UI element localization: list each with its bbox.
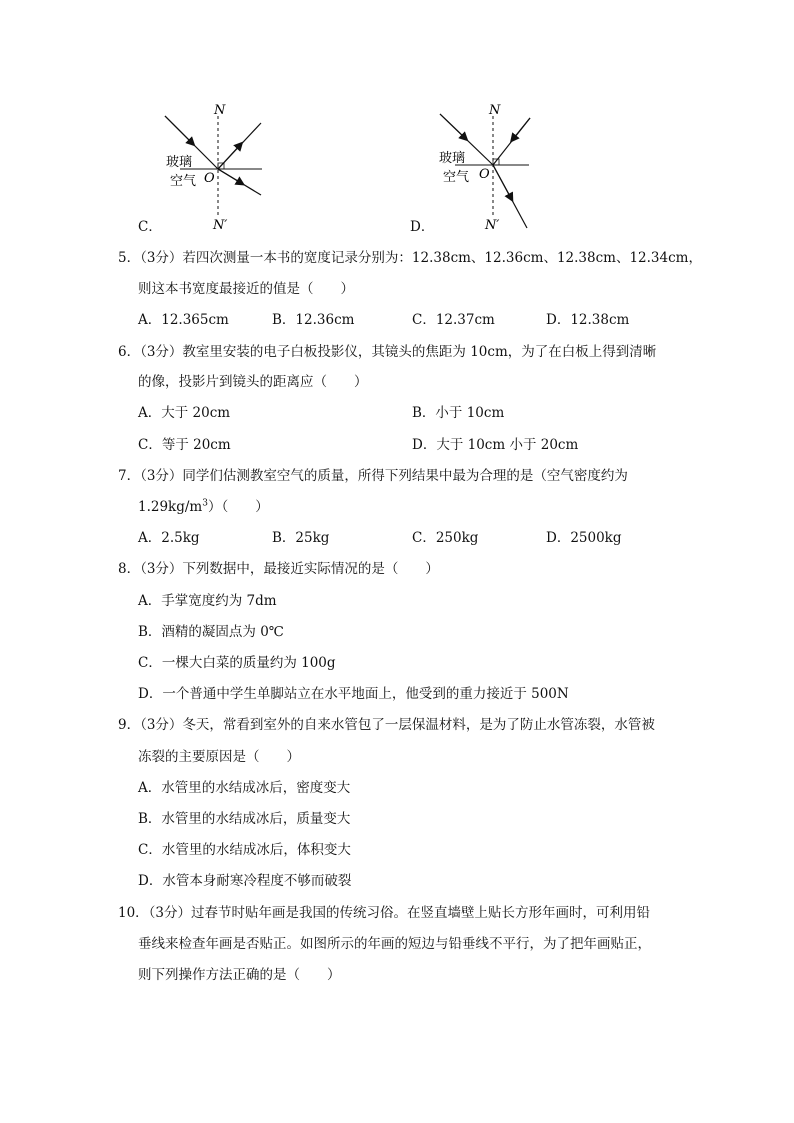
q9-option-b[interactable]: B．水管里的水结成冰后，质量变大	[138, 811, 351, 827]
medium-label-air: 空气	[443, 170, 470, 185]
q5-stem-line2: 则这本书宽度最接近的值是（ ）	[138, 281, 354, 297]
q6-option-a[interactable]: A．大于 20cm	[138, 405, 231, 421]
normal-label-n: N	[214, 103, 226, 118]
q7-density-value: 1.29kg/m	[138, 499, 203, 515]
q6-option-b[interactable]: B．小于 10cm	[412, 405, 505, 421]
figure-d	[415, 96, 555, 236]
q8-option-d[interactable]: D．一个普通中学生单脚站立在水平地面上，他受到的重力接近于 500N	[138, 686, 569, 702]
figure-d-label: D．	[410, 219, 435, 235]
q5-option-d[interactable]: D．12.38cm	[546, 312, 630, 328]
q8-option-a[interactable]: A．手掌宽度约为 7dm	[138, 593, 277, 609]
figure-c	[140, 96, 280, 236]
q6-option-c[interactable]: C．等于 20cm	[138, 437, 231, 453]
q9-stem-line1: 9．（3分）冬天，常看到室外的自来水管包了一层保温材料，是为了防止水管冻裂，水管被	[118, 717, 655, 733]
q9-stem-line2: 冻裂的主要原因是（ ）	[138, 749, 300, 765]
q5-option-b[interactable]: B．12.36cm	[272, 312, 355, 328]
q5-option-c[interactable]: C．12.37cm	[412, 312, 495, 328]
refraction-diagram-d	[415, 96, 555, 236]
q6-stem-line2: 的像，投影片到镜头的距离应（ ）	[138, 374, 368, 390]
q6-option-d[interactable]: D．大于 10cm 小于 20cm	[412, 437, 579, 453]
q7-density-exponent: 3	[202, 498, 208, 509]
q7-stem-tail: ）（ ）	[207, 499, 269, 515]
medium-label-glass: 玻璃	[439, 151, 466, 166]
origin-label: O	[479, 167, 490, 182]
q8-option-c[interactable]: C．一棵大白菜的质量约为 100g	[138, 655, 336, 671]
q7-stem-line2	[138, 497, 269, 517]
q7-option-c[interactable]: C．250kg	[412, 530, 479, 546]
q10-stem-line1: 10．（3分）过春节时贴年画是我国的传统习俗。在竖直墙壁上贴长方形年画时，可利用铅	[118, 905, 651, 921]
q7-option-b[interactable]: B．25kg	[272, 530, 330, 546]
figure-c-label: C．	[138, 219, 162, 235]
q6-stem-line1: 6．（3分）教室里安装的电子白板投影仪，其镜头的焦距为 10cm，为了在白板上得到清晰	[118, 344, 657, 360]
q10-stem-line3: 则下列操作方法正确的是（ ）	[138, 967, 341, 983]
refraction-diagram-c	[140, 96, 280, 236]
q9-option-c[interactable]: C．水管里的水结成冰后，体积变大	[138, 842, 351, 858]
medium-label-air: 空气	[170, 174, 197, 189]
q9-option-a[interactable]: A．水管里的水结成冰后，密度变大	[138, 780, 351, 796]
q8-option-b[interactable]: B．酒精的凝固点为 0℃	[138, 624, 284, 640]
normal-label-n: N	[489, 103, 501, 118]
q9-option-d[interactable]: D．水管本身耐寒冷程度不够而破裂	[138, 873, 352, 889]
q7-stem-line1: 7．（3分）同学们估测教室空气的质量，所得下列结果中最为合理的是（空气密度约为	[118, 468, 628, 484]
medium-label-glass: 玻璃	[166, 155, 193, 170]
q5-stem-line1: 5．（3分）若四次测量一本书的宽度记录分别为：12.38cm、12.36cm、12.38cm、12.34cm，	[118, 250, 702, 266]
normal-label-n-prime: N′	[213, 218, 228, 233]
q5-option-a[interactable]: A．12.365cm	[138, 312, 229, 328]
q10-stem-line2: 垂线来检查年画是否贴正。如图所示的年画的短边与铅垂线不平行，为了把年画贴正，	[138, 936, 651, 952]
q8-stem-line1: 8．（3分）下列数据中，最接近实际情况的是（ ）	[118, 561, 439, 577]
q7-option-d[interactable]: D．2500kg	[546, 530, 622, 546]
q7-option-a[interactable]: A．2.5kg	[138, 530, 200, 546]
normal-label-n-prime: N′	[485, 218, 500, 233]
origin-label: O	[204, 171, 215, 186]
